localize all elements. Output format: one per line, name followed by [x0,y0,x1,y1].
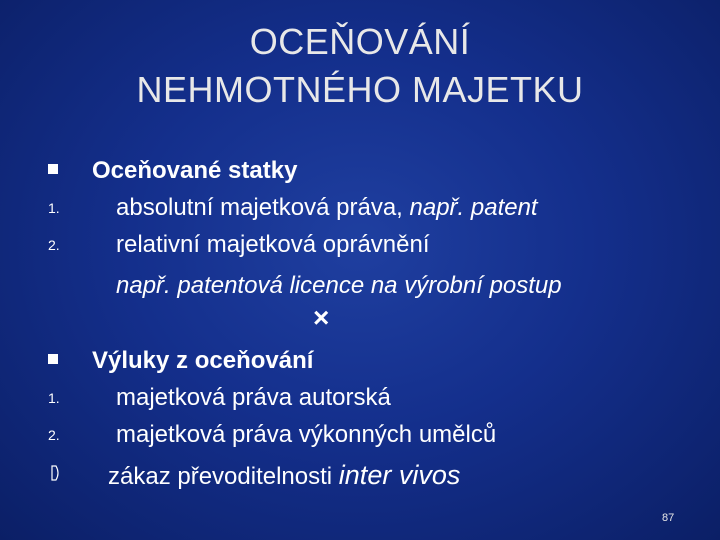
section1-item-1-example: např. patent [409,194,538,221]
section2-item-1-text: majetková práva autorská [116,384,391,411]
section2-item-2 [0,418,720,452]
separator-x-icon: × [313,302,330,333]
section1-item-1-text: absolutní majetková práva, [116,194,410,221]
slide-title [0,18,720,114]
section2-item-1 [0,381,720,415]
section1-heading: Oceňované statky [92,157,298,184]
square-bullet-icon [48,344,78,378]
section2-note-row [0,458,720,492]
section2-note-text: zákaz převoditelnosti [108,463,339,490]
section1-note-row [0,269,720,303]
list-number: 2. [48,237,60,253]
slide-title-line2: NEHMOTNÉHO MAJETKU [136,69,584,110]
section2-note-emphasis: inter vivos [338,460,461,490]
section2-item-2-text: majetková práva výkonných umělců [116,421,497,448]
section1-note: např. patentová licence na výrobní postup [116,272,562,299]
diamond-outline-icon [48,458,78,492]
section2-heading-row [0,344,720,378]
section1-heading-row [0,154,720,188]
section2-heading: Výluky z oceňování [92,347,314,374]
slide-title-line1: OCEŇOVÁNÍ [249,21,471,62]
page-number: 87 [662,512,675,524]
list-number: 2. [48,427,60,443]
list-number: 1. [48,200,60,216]
square-bullet-icon [48,154,78,188]
section1-item-2 [0,228,720,262]
section1-item-1 [0,191,720,225]
list-number: 1. [48,390,60,406]
section1-item-2-text: relativní majetková oprávnění [116,231,430,258]
